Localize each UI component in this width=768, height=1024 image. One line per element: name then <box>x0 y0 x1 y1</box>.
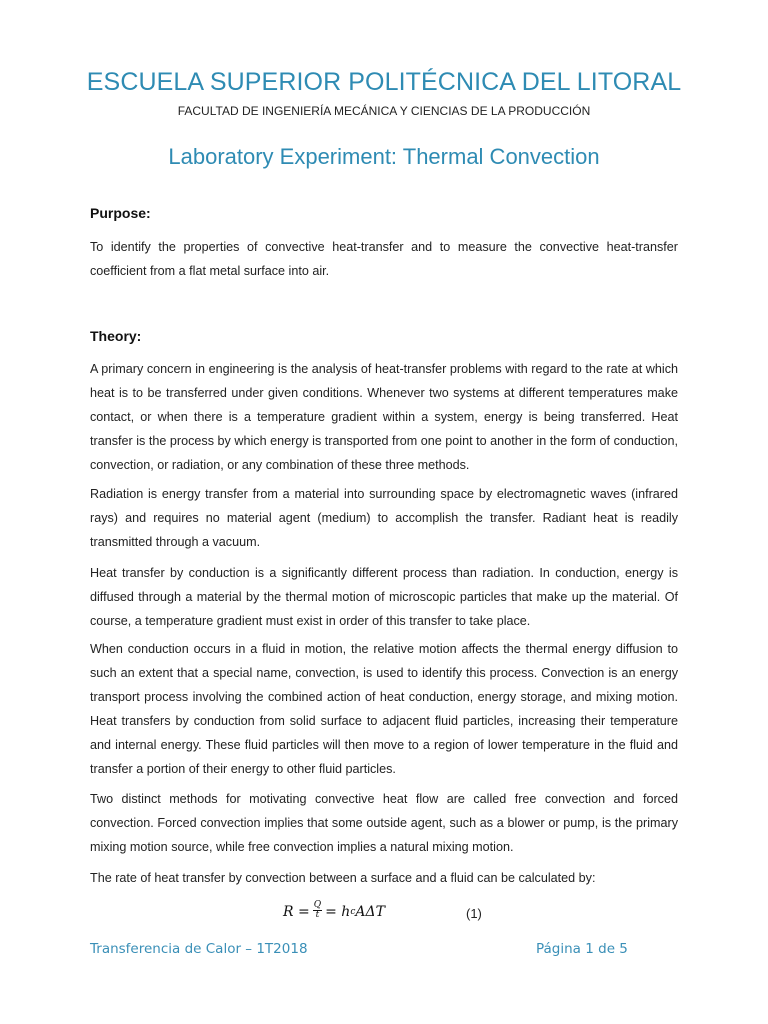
equation-lhs: R = <box>283 903 310 920</box>
convection-equation <box>283 902 385 921</box>
theory-paragraph-4: When conduction occurs in a fluid in motion, the relative motion affects the thermal energy diffusion to such an extent that a special name, convection, is used to identify this process. Convection is an energy transport process involving the combined action of heat conduction, energy storage, and mixing motion. Heat transfers by conduction from solid surface to adjacent fluid particles, increasing their temperature and internal energy. These fluid particles will then move to a region of lower temperature in the fluid and transfer a portion of their energy to other fluid particles. <box>90 642 678 776</box>
theory-heading: Theory: <box>90 328 142 344</box>
theory-paragraph-6: The rate of heat transfer by convection between a surface and a fluid can be calculated by: <box>90 871 596 885</box>
institution-name: ESCUELA SUPERIOR POLITÉCNICA DEL LITORAL <box>86 68 682 96</box>
theory-paragraph-3: Heat transfer by conduction is a significantly different process than radiation. In conduction, energy is diffused through a material by the thermal motion of microscopic particles that make up the material. Of course, a temperature gradient must exist in order of this transfer to take place. <box>90 566 678 628</box>
equation-number: (1) <box>466 906 482 921</box>
equation-rhs: = h <box>325 903 351 920</box>
equation-fraction <box>313 901 322 920</box>
page-title: Laboratory Experiment: Thermal Convection <box>168 144 600 169</box>
theory-paragraph-2: Radiation is energy transfer from a material into surrounding space by electromagnetic waves (infrared rays) and requires no material agent (medium) to accomplish the transfer. Radiant heat is readily transmitted through a vacuum. <box>90 487 678 549</box>
equation-denominator: t <box>315 910 320 920</box>
theory-paragraph-1: A primary concern in engineering is the analysis of heat-transfer problems with regard to the rate at which heat is to be transferred under given conditions. Whenever two systems at different temperatures make contact, or when there is a temperature gradient within a system, energy is being transferred. Heat transfer is the process by which energy is transported from one point to another in the form of conduction, convection, or radiation, or any combination of these three methods. <box>90 362 678 472</box>
purpose-heading: Purpose: <box>90 205 151 221</box>
equation-subscript: c <box>350 906 356 917</box>
footer-page-number: Página 1 de 5 <box>536 941 628 957</box>
theory-paragraph-5: Two distinct methods for motivating convective heat flow are called free convection and forced convection. Forced convection implies that some outside agent, such as a blower or pump, is the primary mixing motion source, while free convection implies a natural mixing motion. <box>90 792 678 854</box>
faculty-name: FACULTAD DE INGENIERÍA MECÁNICA Y CIENCIAS DE LA PRODUCCIÓN <box>177 104 591 118</box>
purpose-paragraph: To identify the properties of convective heat-transfer and to measure the convective heat-transfer coefficient from a flat metal surface into air. <box>90 240 678 278</box>
equation-tail: AΔT <box>355 903 385 920</box>
equation-numerator: Q <box>313 900 322 910</box>
footer-course: Transferencia de Calor – 1T2018 <box>90 941 308 957</box>
